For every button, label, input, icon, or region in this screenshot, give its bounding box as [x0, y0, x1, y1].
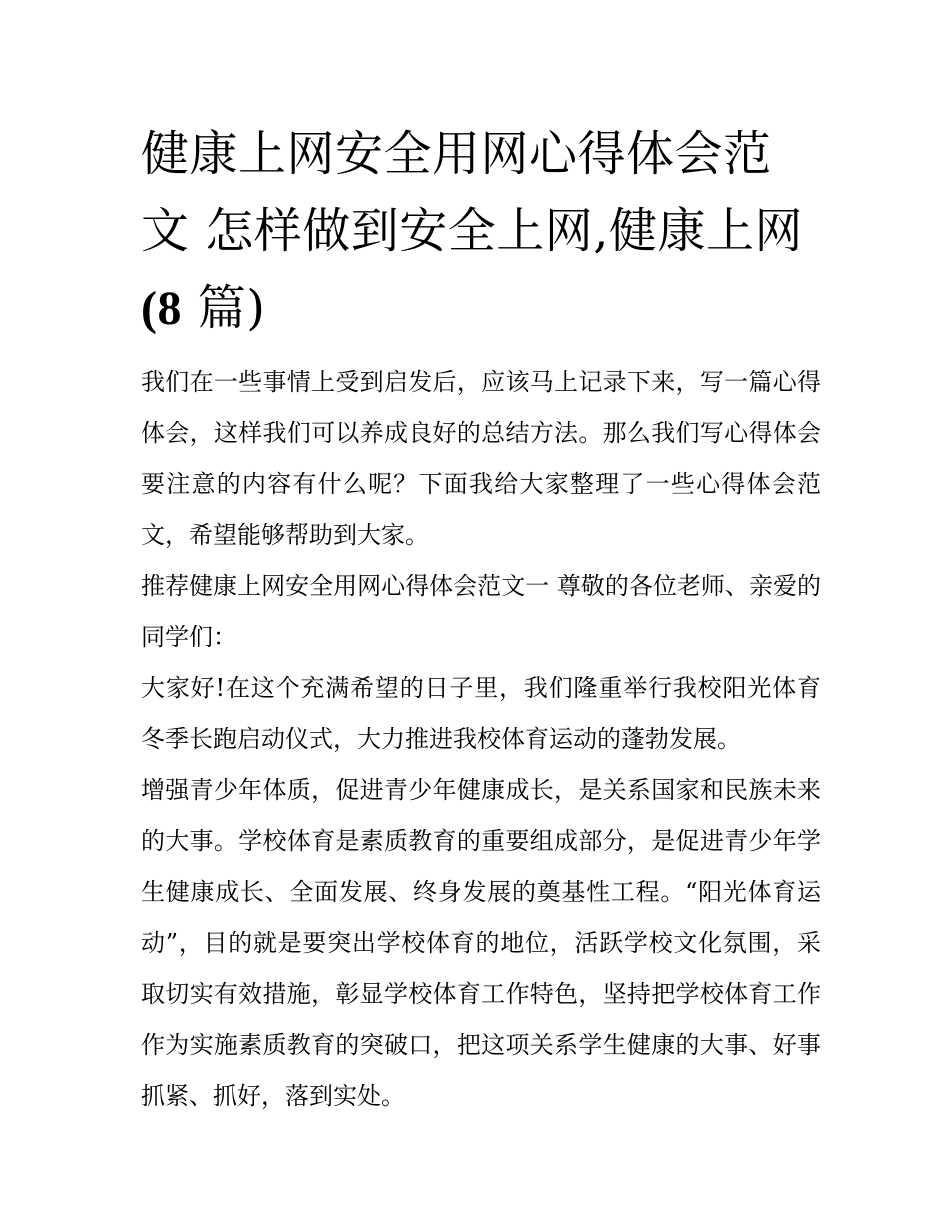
document-title [141, 116, 821, 347]
title-line-2: 文 怎样做到安全上网,健康上网 [141, 203, 804, 259]
title-open-paren: ( [141, 282, 158, 335]
title-line-1: 健康上网安全用网心得体会范 [141, 126, 772, 182]
document-page [141, 116, 821, 1122]
title-count-number: 8 [157, 282, 182, 335]
title-count-suffix: 篇) [181, 280, 266, 336]
paragraph-salutation: 推荐健康上网安全用网心得体会范文一 尊敬的各位老师、亲爱的同学们： [141, 572, 821, 651]
paragraph-intro: 我们在一些事情上受到启发后，应该马上记录下来，写一篇心得体会，这样我们可以养成良好的总结方法。那么我们写心得体会要注意的内容有什么呢？下面我给大家整理了一些心得体会范文，希望能够帮助到大家。 [141, 368, 821, 549]
paragraph-greeting: 大家好!在这个充满希望的日子里，我们隆重举行我校阳光体育冬季长跑启动仪式，大力推进我校体育运动的蓬勃发展。 [141, 674, 821, 753]
paragraph-body: 增强青少年体质，促进青少年健康成长，是关系国家和民族未来的大事。学校体育是素质教育的重要组成部分，是促进青少年学生健康成长、全面发展、终身发展的奠基性工程。“阳光体育运动”，目的就是要突出学校体育的地位，活跃学校文化氛围，采取切实有效措施，彰显学校体育工作特色，坚持把学校体育工作作为实施素质教育的突破口，把这项关系学生健康的大事、好事抓紧、抓好，落到实处。 [141, 776, 821, 1110]
